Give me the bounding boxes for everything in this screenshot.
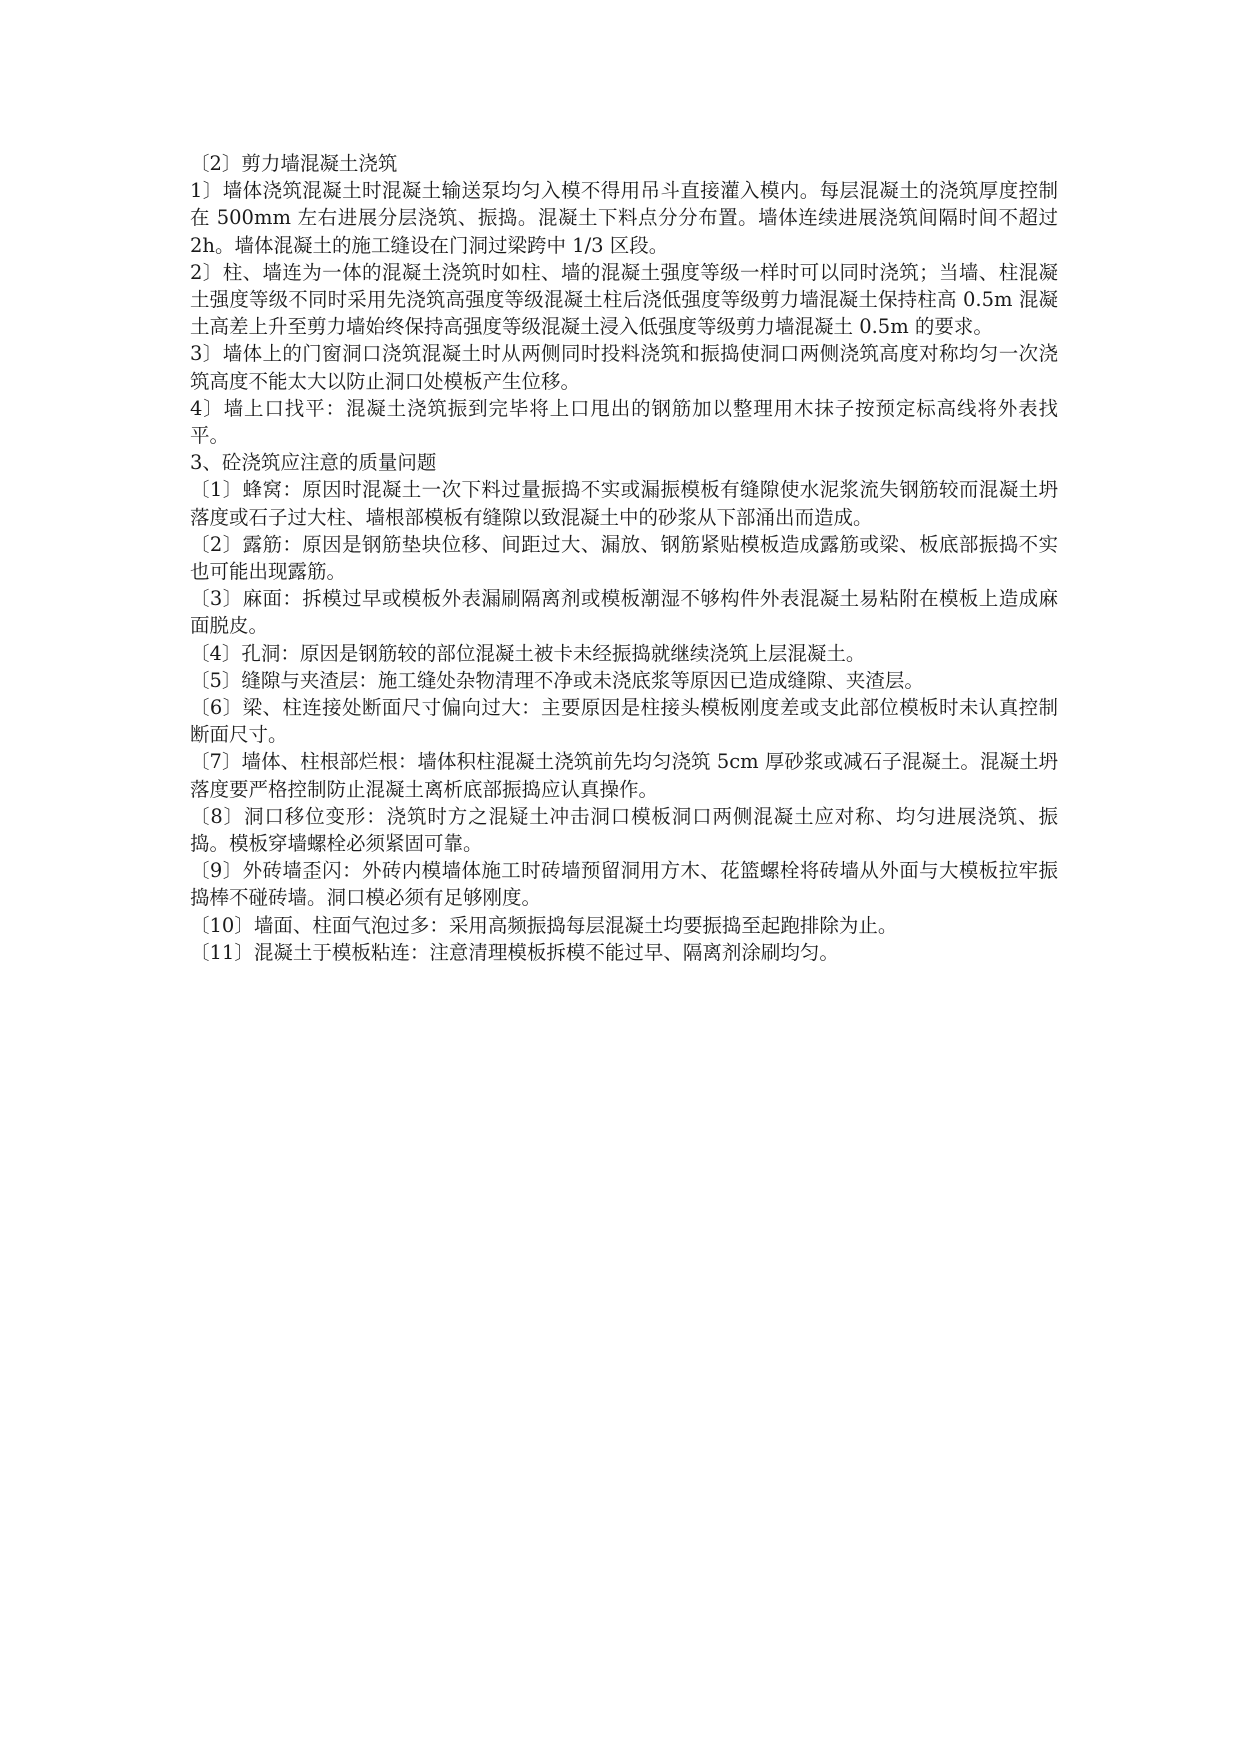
paragraph-issue-brick-wall-tilt: 〔9〕外砖墙歪闪：外砖内模墙体施工时砖墙预留洞用方木、花篮螺栓将砖墙从外面与大模板拉牢振捣棒不碰砖墙。洞口模必须有足够刚度。 xyxy=(190,859,1058,910)
paragraph-issue-air-bubbles: 〔10〕墙面、柱面气泡过多：采用高频振捣每层混凝土均要振捣至起跑排除为止。 xyxy=(190,913,898,937)
paragraph-issue-voids: 〔4〕孔洞：原因是钢筋较的部位混凝土被卡未经振捣就继续浇筑上层混凝土。 xyxy=(190,641,866,665)
section-heading-quality-issues: 3、砼浇筑应注意的质量问题 xyxy=(190,451,437,475)
paragraph-wall-pouring-step-2: 2〕柱、墙连为一体的混凝土浇筑时如柱、墙的混凝土强度等级一样时可以同时浇筑；当墙、柱混凝土强度等级不同时采用先浇筑高强度等级混凝土柱后浇低强度等级剪力墙混凝土保持柱高 0.5m 混凝土高差上升至剪力墙始终保持高强度等级混凝土浸入低强度等级剪力墙混凝土 0.5m 的要求。 xyxy=(190,260,1058,339)
paragraph-issue-section-size: 〔6〕梁、柱连接处断面尺寸偏向过大：主要原因是柱接头模板刚度差或支此部位模板时未认真控制断面尺寸。 xyxy=(190,696,1058,747)
paragraph-issue-honeycomb: 〔1〕蜂窝：原因时混凝土一次下料过量振捣不实或漏振模板有缝隙使水泥浆流失钢筋较而混凝土坍落度或石子过大柱、墙根部模板有缝隙以致混凝土中的砂浆从下部涌出而造成。 xyxy=(190,478,1058,529)
paragraph-issue-rotten-root: 〔7〕墙体、柱根部烂根：墙体积柱混凝土浇筑前先均匀浇筑 5cm 厚砂浆或减石子混凝土。混凝土坍落度要严格控制防止混凝土离析底部振捣应认真操作。 xyxy=(190,750,1058,801)
paragraph-issue-formwork-adhesion: 〔11〕混凝土于模板粘连：注意清理模板拆模不能过早、隔离剂涂刷均匀。 xyxy=(190,940,839,964)
document-body xyxy=(190,150,1058,966)
section-heading-shear-wall-pouring: 〔2〕剪力墙混凝土浇筑 xyxy=(190,152,398,175)
paragraph-issue-exposed-rebar: 〔2〕露筋：原因是钢筋垫块位移、间距过大、漏放、钢筋紧贴模板造成露筋或梁、板底部振捣不实也可能出现露筋。 xyxy=(190,532,1058,584)
paragraph-issue-pitted-surface: 〔3〕麻面：拆模过早或模板外表漏刷隔离剂或模板潮湿不够构件外表混凝土易粘附在模板上造成麻面脱皮。 xyxy=(190,587,1058,638)
paragraph-issue-joint-slag: 〔5〕缝隙与夹渣层：施工缝处杂物清理不净或未浇底浆等原因已造成缝隙、夹渣层。 xyxy=(190,668,924,692)
paragraph-issue-opening-shift: 〔8〕洞口移位变形：浇筑时方之混疑土冲击洞口模板洞口两侧混凝土应对称、均匀进展浇筑、振捣。模板穿墙螺栓必须紧固可靠。 xyxy=(190,804,1058,856)
paragraph-wall-pouring-step-1: 1〕墙体浇筑混凝土时混凝土输送泵均匀入模不得用吊斗直接灌入模内。每层混凝土的浇筑厚度控制在 500mm 左右进展分层浇筑、振捣。混凝土下料点分分布置。墙体连续进展浇筑间隔时间不超过 2h。墙体混凝土的施工缝设在门洞过梁跨中 1/3 区段。 xyxy=(190,179,1058,257)
paragraph-wall-pouring-step-3: 3〕墙体上的门窗洞口浇筑混凝土时从两侧同时投料浇筑和振捣使洞口两侧浇筑高度对称均匀一次浇筑高度不能太大以防止洞口处模板产生位移。 xyxy=(190,342,1058,393)
paragraph-wall-pouring-step-4: 4〕墙上口找平：混凝土浇筑振到完毕将上口甩出的钢筋加以整理用木抹子按预定标高线将外表找平。 xyxy=(190,396,1058,448)
